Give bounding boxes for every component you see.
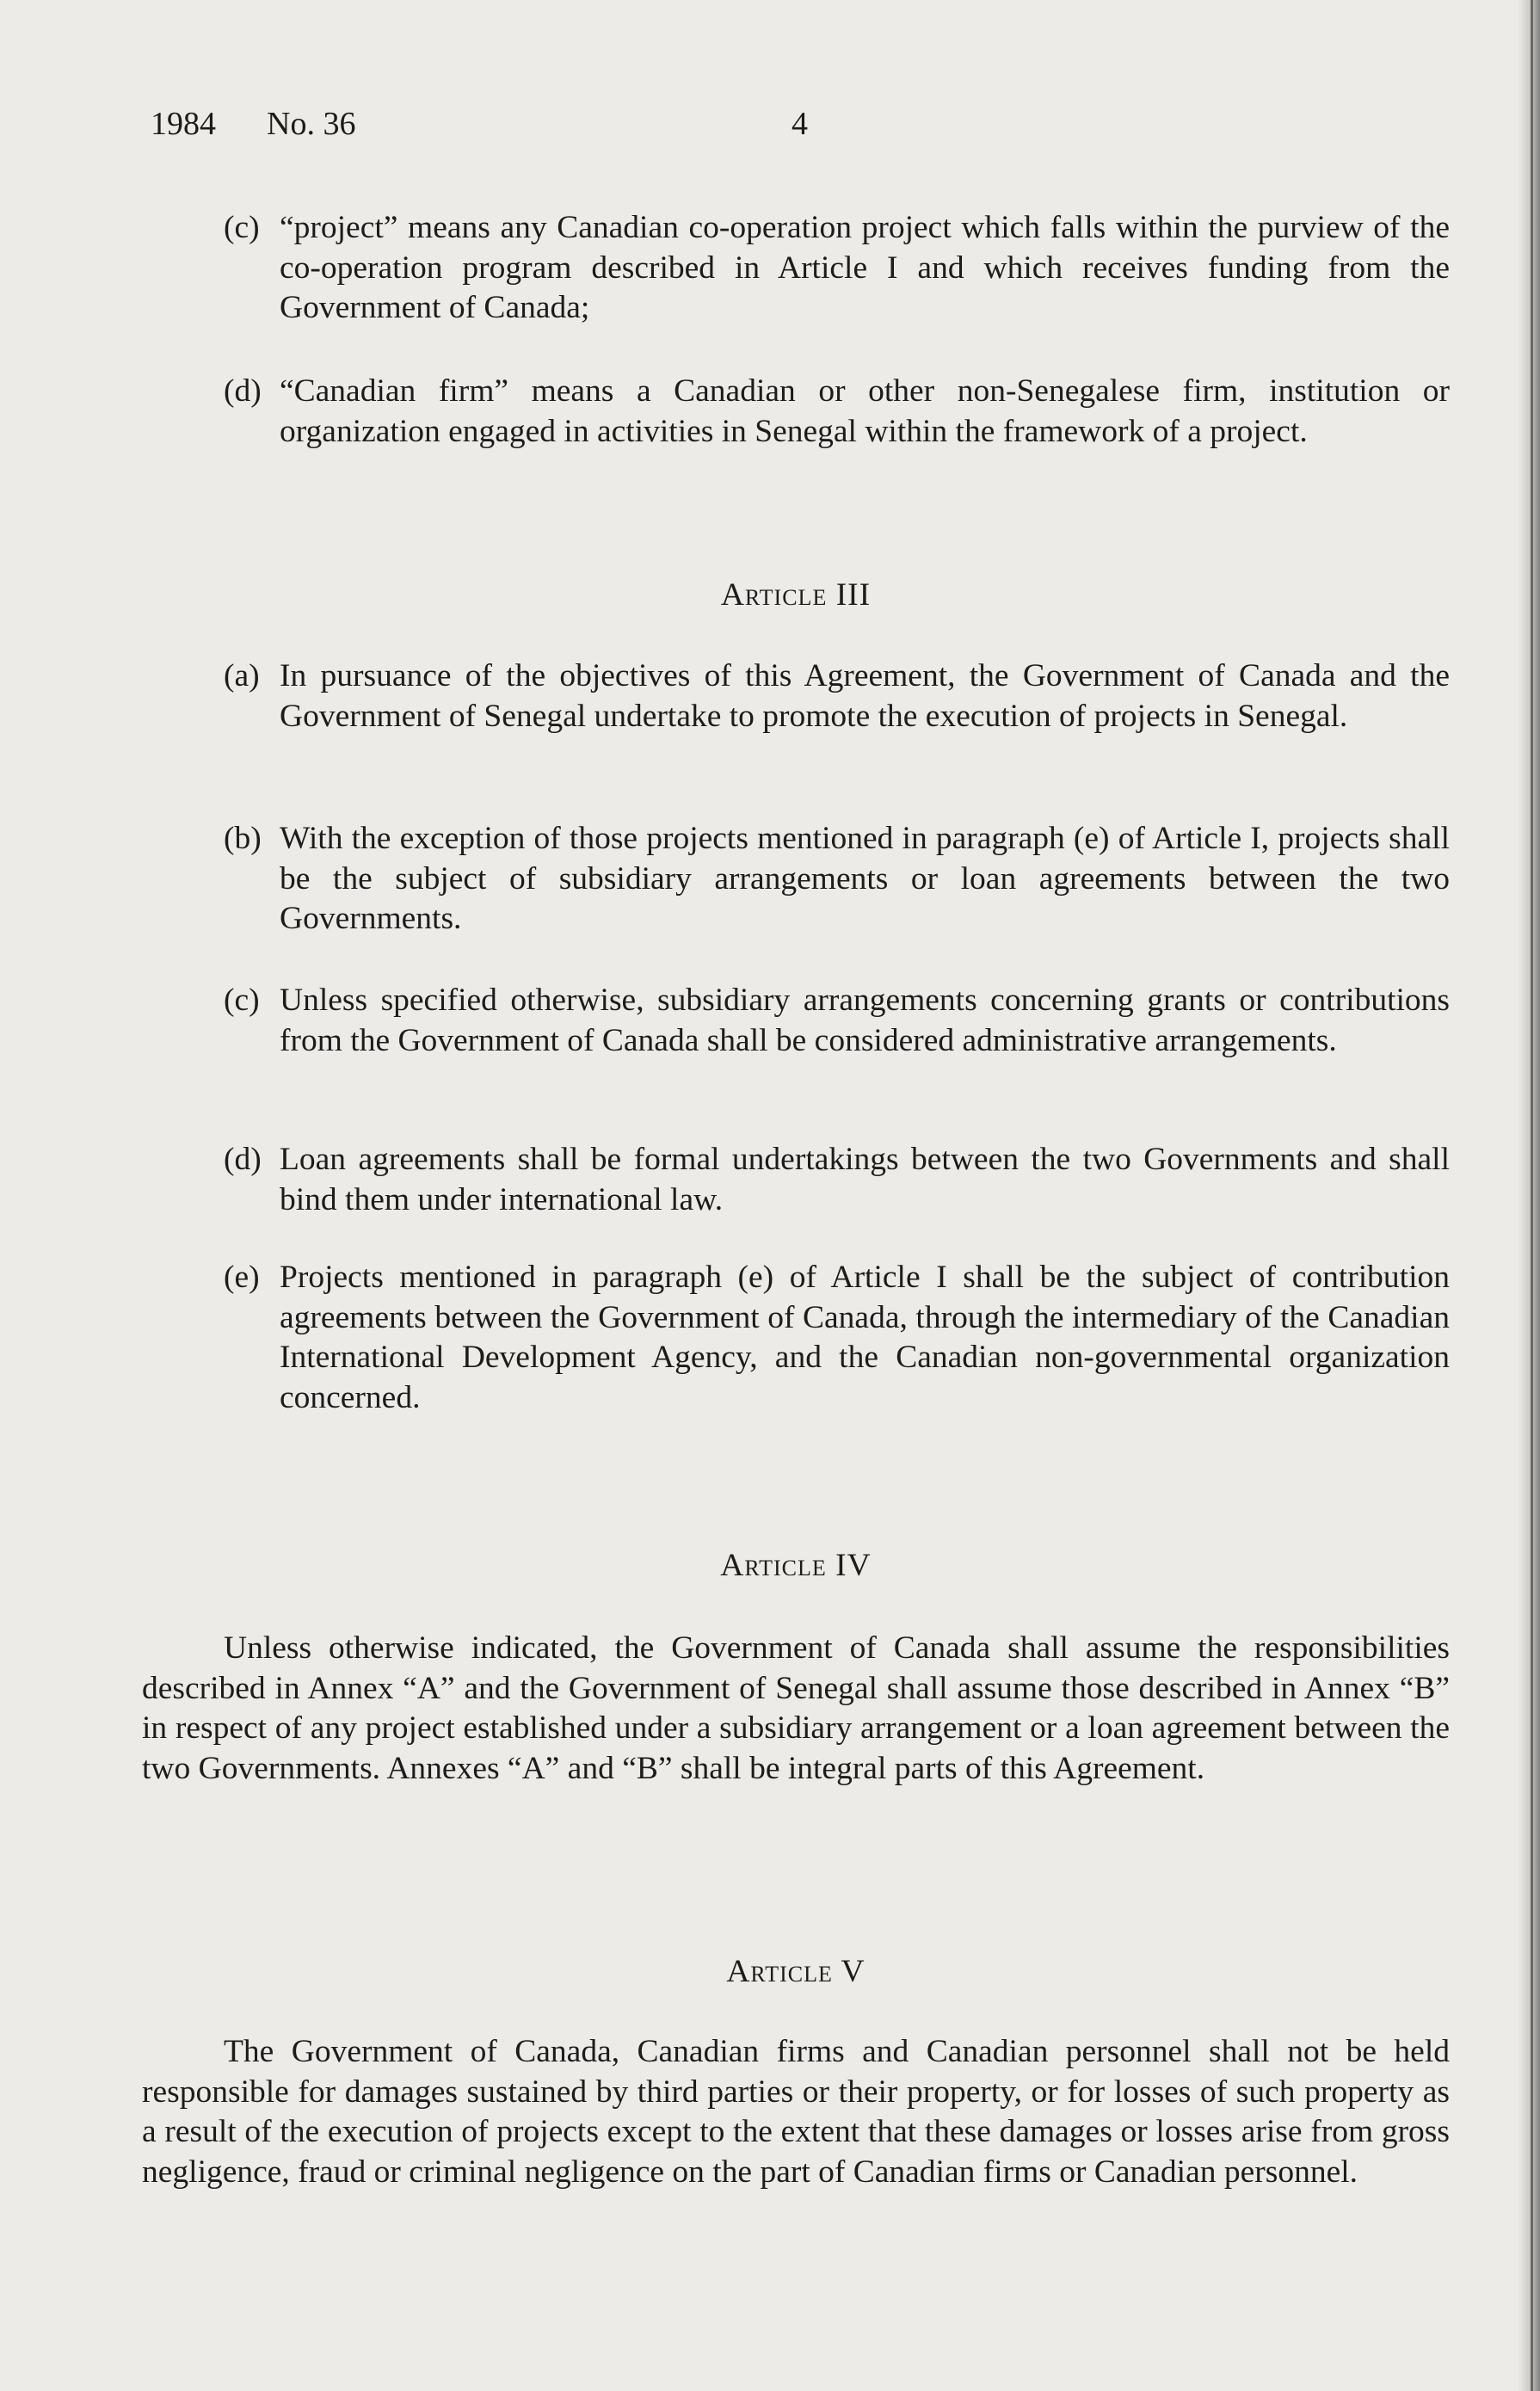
header-year: 1984	[151, 106, 216, 142]
article-iii-item-c	[224, 981, 1540, 1061]
article-iii-heading: Article III	[720, 577, 872, 613]
item-label: (a)	[224, 658, 260, 693]
item-text: Unless specified otherwise, subsidiary arrangements concerning grants or contributions from the Government of Canada shall be considered administrative arrangements.	[280, 983, 1450, 1058]
article-iii-item-b	[224, 819, 1540, 940]
item-label: (d)	[224, 373, 262, 409]
item-label: (e)	[224, 1260, 260, 1295]
definition-item-c	[224, 208, 1540, 329]
item-text: Loan agreements shall be formal undertakings between the two Governments and shall bind them under international law.	[280, 1142, 1450, 1217]
article-v-heading: Article V	[726, 1954, 865, 1989]
definition-item-d	[224, 372, 1540, 452]
item-label: (b)	[224, 821, 262, 856]
item-text: With the exception of those projects mentioned in paragraph (e) of Article I, projects shall be the subject of subsidiary arrangements or loan agreements between the two Governments.	[280, 821, 1450, 936]
item-label: (c)	[224, 983, 260, 1018]
article-v-paragraph: The Government of Canada, Canadian firms and Canadian personnel shall not be held responsible for damages sustained by third parties or their property, or for losses of such property as a result of the execution of projects except to the extent that these damages or losses arise from gross negligence, fraud or criminal negligence on the part of Canadian firms or Canadian personnel.	[142, 2034, 1450, 2190]
page-header	[142, 105, 1450, 148]
article-iii-item-d	[224, 1140, 1540, 1220]
item-text: Projects mentioned in paragraph (e) of Article I shall be the subject of contribution agreements between the Government of Canada, through the intermediary of the Canadian International Development Agency, and the Canadian non-governmental organization concerned.	[280, 1260, 1450, 1415]
item-text: “Canadian firm” means a Canadian or other non-Senegalese firm, institution or organization engaged in activities in Senegal within the framework of a project.	[280, 373, 1450, 449]
item-text: “project” means any Canadian co-operation project which falls within the purview of the co-operation program described in Article I and which receives funding from the Government of Canada;	[280, 210, 1450, 325]
item-text: In pursuance of the objectives of this Agreement, the Government of Canada and the Government of Senegal undertake to promote the execution of projects in Senegal.	[280, 658, 1450, 734]
page-number: 4	[792, 106, 808, 142]
article-iv-heading: Article IV	[720, 1548, 872, 1583]
article-iii-item-e	[224, 1258, 1540, 1418]
item-label: (d)	[224, 1142, 262, 1177]
article-iii-item-a	[224, 656, 1540, 736]
item-label: (c)	[224, 210, 260, 245]
header-number: No. 36	[267, 106, 356, 142]
article-iv-paragraph: Unless otherwise indicated, the Government of Canada shall assume the responsibilities described in Annex “A” and the Government of Senegal shall assume those described in Annex “B” in respect of any project established under a subsidiary arrangement or a loan agreement between the two Governments. Annexes “A” and “B” shall be integral parts of this Agreement.	[142, 1630, 1450, 1786]
